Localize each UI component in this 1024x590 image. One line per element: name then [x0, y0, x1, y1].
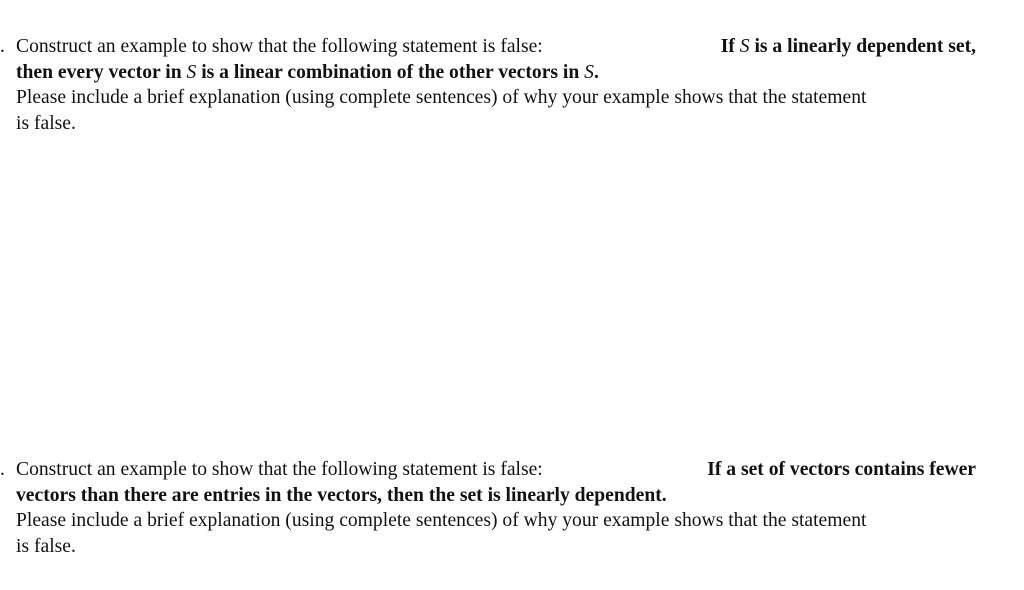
problem-2-statement-line-2: vectors than there are entries in the vectors, then the set is linearly dependent.: [16, 484, 667, 506]
statement-text: then every vector in: [16, 61, 182, 83]
problem-2-instruction: Please include a brief explanation (using complete sentences) of why your example shows that the statement: [16, 510, 867, 531]
problem-2-line-1: [0, 457, 1000, 483]
math-variable: S: [186, 61, 197, 83]
problem-1-intro: Construct an example to show that the following statement is false:: [16, 36, 543, 57]
problem-1-statement-start: [721, 34, 976, 60]
problem-1-instruction: Please include a brief explanation (using complete sentences) of why your example shows that the statement: [16, 87, 867, 108]
statement-text: is a linearly dependent set,: [754, 36, 976, 57]
problem-1-marker: .: [0, 36, 5, 57]
problem-2: [0, 457, 1000, 559]
problem-1-line-1: [0, 34, 1000, 60]
statement-text: is a linear combination of the other vectors in: [201, 61, 580, 83]
problem-2-instruction-line-1: [0, 508, 1000, 534]
problem-2-marker: .: [0, 459, 5, 480]
problem-1: [0, 34, 1000, 136]
problem-1-instruction-line-2: is false.: [16, 112, 76, 134]
statement-text: If: [720, 36, 735, 57]
math-variable: S: [739, 36, 750, 57]
problem-1-instruction-line-1: [0, 85, 1000, 111]
statement-text: .: [593, 61, 599, 83]
math-variable: S: [584, 61, 594, 83]
problem-1-statement-line-2: [0, 60, 1000, 86]
problem-2-intro: Construct an example to show that the following statement is false:: [16, 459, 543, 480]
problem-2-statement-start: If a set of vectors contains fewer: [707, 459, 976, 480]
problem-2-instruction-line-2: is false.: [16, 535, 76, 557]
